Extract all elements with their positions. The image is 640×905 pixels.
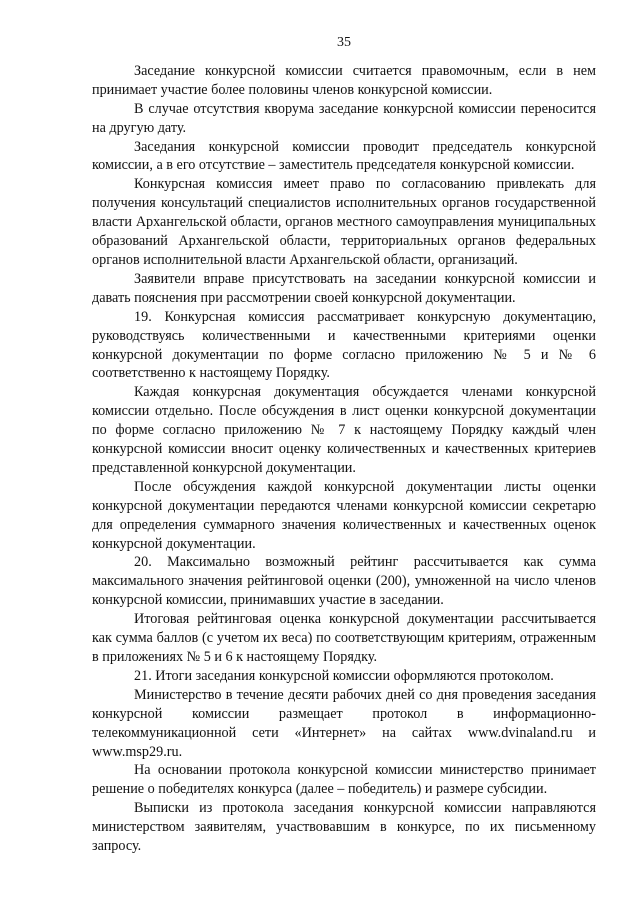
paragraph-consultations: Конкурсная комиссия имеет право по согласованию привлекать для получения консультаций специалистов исполнительных органов государственной власти Архангельской области, органов местного самоуправления муниципальных образований Архангельской области, территориальных органов федеральных органов исполнительной власти Архангельской области, организаций. xyxy=(92,176,596,268)
paragraph-protocol-extracts: Выписки из протокола заседания конкурсной комиссии направляются министерством заявителям, участвовавшим в конкурсе, по их письменному запросу. xyxy=(92,800,596,855)
paragraph-chairman: Заседания конкурсной комиссии проводит председатель конкурсной комиссии, а в его отсутствие – заместитель председателя конкурсной комиссии. xyxy=(92,138,596,174)
paragraph-item-21: 21. Итоги заседания конкурсной комиссии оформляются протоколом. xyxy=(134,667,554,684)
paragraph-winners-decision: На основании протокола конкурсной комиссии министерство принимает решение о победителях конкурса (далее – победитель) и размере субсидии. xyxy=(92,762,596,798)
paragraph-discussion: Каждая конкурсная документация обсуждается членами конкурсной комиссии отдельно. После обсуждения в лист оценки конкурсной документации по форме согласно приложению № 7 к настоящему Порядку каждый член конкурсной комиссии вносит оценку количественных и качественных критериев представленной конкурсной документации. xyxy=(92,384,596,476)
paragraph-quorum-valid: Заседание конкурсной комиссии считается правомочным, если в нем принимает участие более половины членов конкурсной комиссии. xyxy=(92,62,596,98)
paragraph-applicants-presence: Заявители вправе присутствовать на заседании конкурсной комиссии и давать пояснения при рассмотрении своей конкурсной документации. xyxy=(92,270,596,306)
paragraph-final-rating: Итоговая рейтинговая оценка конкурсной документации рассчитывается как сумма баллов (с учетом их веса) по соответствующим критериям, отраженным в приложениях № 5 и 6 к настоящему Порядку. xyxy=(92,611,596,665)
document-page xyxy=(92,34,596,856)
page-number: 35 xyxy=(337,35,351,50)
paragraph-item-20: 20. Максимально возможный рейтинг рассчитывается как сумма максимального значения рейтинговой оценки (200), умноженной на число членов конкурсной комиссии, принимавших участие в заседании. xyxy=(92,554,596,609)
paragraph-evaluation-sheets: После обсуждения каждой конкурсной документации листы оценки конкурсной документации передаются членами конкурсной комиссии секретарю для определения суммарного значения количественных и качественных оценок конкурсной документации. xyxy=(92,478,596,552)
paragraph-no-quorum: В случае отсутствия кворума заседание конкурсной комиссии переносится на другую дату. xyxy=(92,100,596,136)
paragraph-protocol-publication: Министерство в течение десяти рабочих дней со дня проведения заседания конкурсной комиссии размещает протокол в информационно-телекоммуникационной сети «Интернет» на сайтах www.dvinaland.ru и www.msp29.ru. xyxy=(92,686,596,760)
paragraph-item-19: 19. Конкурсная комиссия рассматривает конкурсную документацию, руководствуясь количественными и качественными критериями оценки конкурсной документации по форме согласно приложению № 5 и № 6 соответственно к настоящему Порядку. xyxy=(92,308,596,382)
